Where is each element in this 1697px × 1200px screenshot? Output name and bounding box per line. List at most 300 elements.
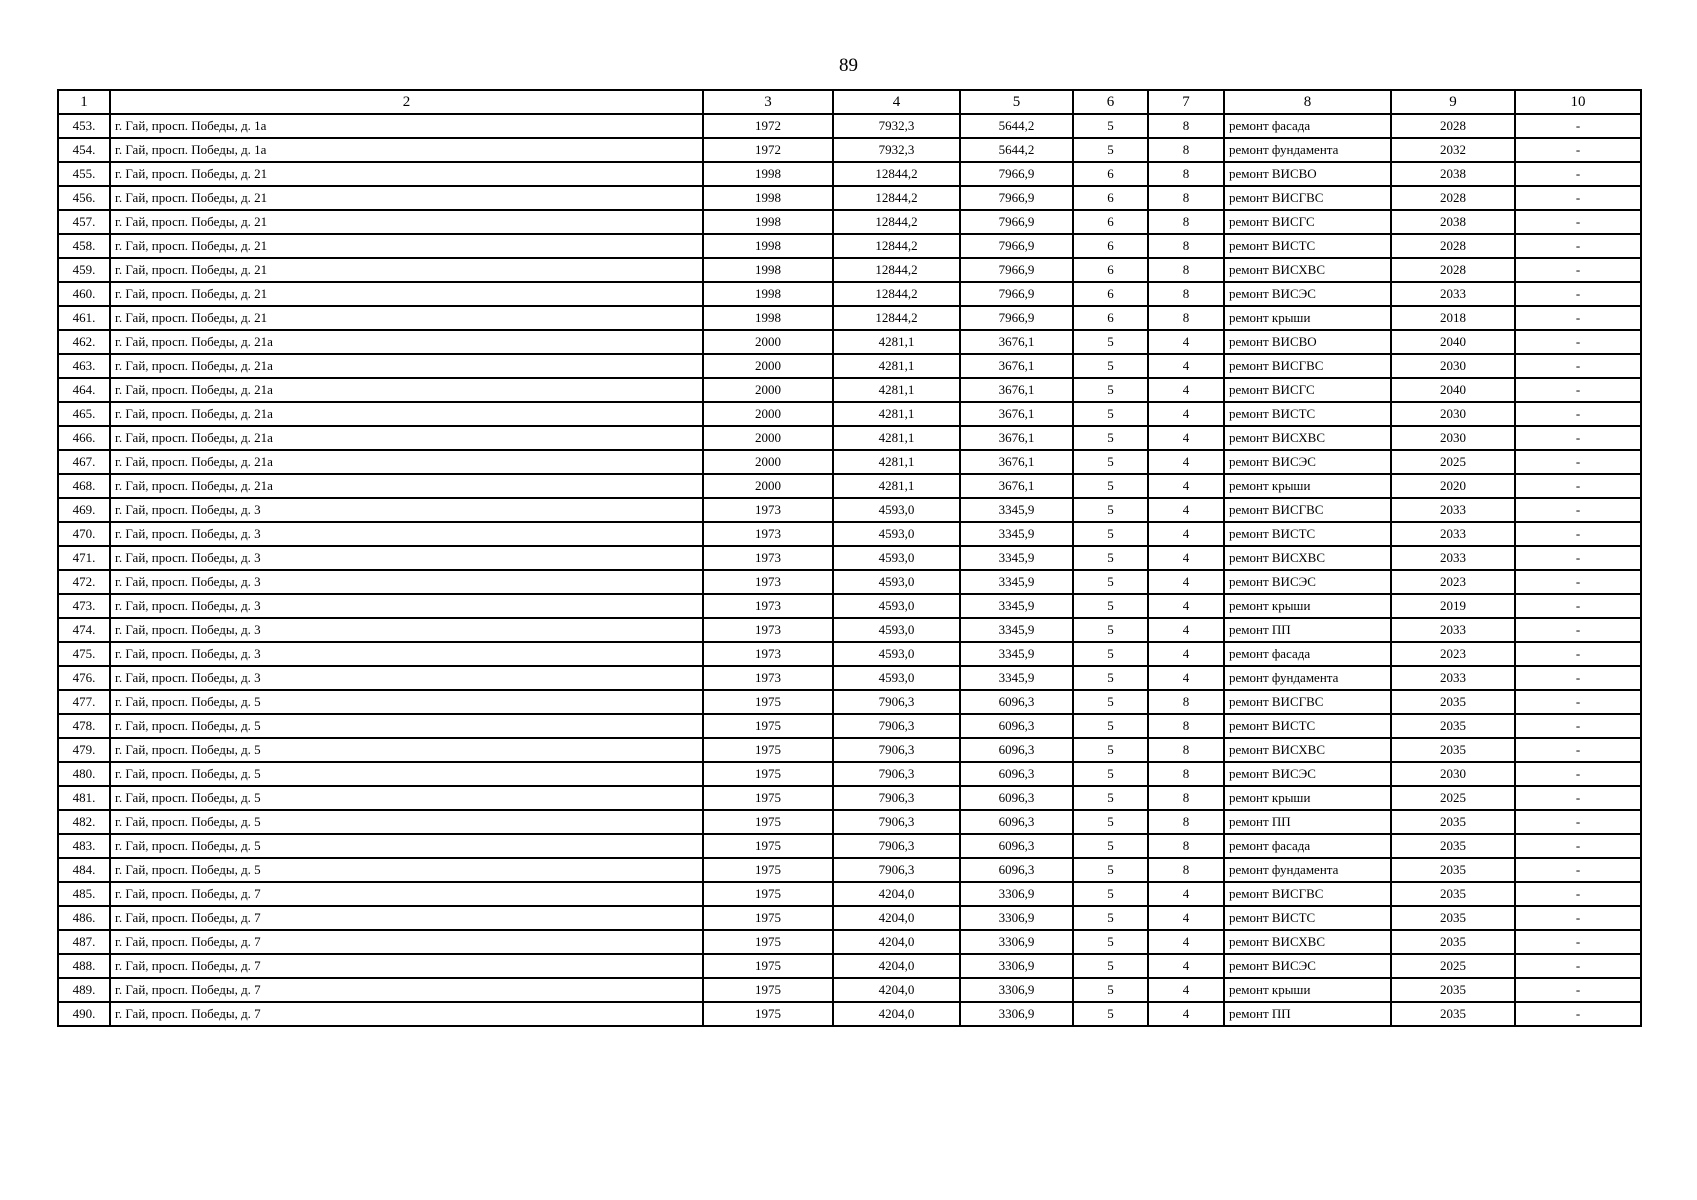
row-number-cell: 460. bbox=[58, 282, 110, 306]
planned-year-cell: 2019 bbox=[1391, 594, 1515, 618]
table-row bbox=[58, 210, 1641, 234]
table-row bbox=[58, 426, 1641, 450]
year-built-cell: 1975 bbox=[703, 762, 833, 786]
address-cell: г. Гай, просп. Победы, д. 5 bbox=[110, 858, 703, 882]
table-row bbox=[58, 786, 1641, 810]
work-type-cell: ремонт ВИСГВС bbox=[1224, 690, 1391, 714]
note-cell: - bbox=[1515, 1002, 1641, 1026]
total-area-cell: 4593,0 bbox=[833, 498, 960, 522]
total-area-cell: 7906,3 bbox=[833, 762, 960, 786]
floors-cell: 5 bbox=[1073, 642, 1148, 666]
floors-cell: 5 bbox=[1073, 762, 1148, 786]
work-type-cell: ремонт ВИСХВС bbox=[1224, 738, 1391, 762]
row-number-cell: 489. bbox=[58, 978, 110, 1002]
year-built-cell: 1973 bbox=[703, 666, 833, 690]
row-number-cell: 464. bbox=[58, 378, 110, 402]
total-area-cell: 7906,3 bbox=[833, 786, 960, 810]
row-number-cell: 470. bbox=[58, 522, 110, 546]
floors-cell: 5 bbox=[1073, 354, 1148, 378]
table-row bbox=[58, 978, 1641, 1002]
planned-year-cell: 2025 bbox=[1391, 450, 1515, 474]
living-area-cell: 7966,9 bbox=[960, 306, 1073, 330]
work-type-cell: ремонт ВИСТС bbox=[1224, 234, 1391, 258]
table-row bbox=[58, 594, 1641, 618]
planned-year-cell: 2025 bbox=[1391, 954, 1515, 978]
row-number-cell: 462. bbox=[58, 330, 110, 354]
total-area-cell: 4593,0 bbox=[833, 522, 960, 546]
table-row bbox=[58, 714, 1641, 738]
floors-cell: 5 bbox=[1073, 906, 1148, 930]
row-number-cell: 466. bbox=[58, 426, 110, 450]
total-area-cell: 4281,1 bbox=[833, 330, 960, 354]
work-type-cell: ремонт ВИСГС bbox=[1224, 210, 1391, 234]
entrances-cell: 4 bbox=[1148, 618, 1224, 642]
table-row bbox=[58, 738, 1641, 762]
year-built-cell: 1973 bbox=[703, 570, 833, 594]
work-type-cell: ремонт ВИСХВС bbox=[1224, 258, 1391, 282]
row-number-cell: 477. bbox=[58, 690, 110, 714]
entrances-cell: 4 bbox=[1148, 522, 1224, 546]
column-header: 10 bbox=[1515, 90, 1641, 114]
entrances-cell: 8 bbox=[1148, 738, 1224, 762]
planned-year-cell: 2033 bbox=[1391, 498, 1515, 522]
total-area-cell: 4204,0 bbox=[833, 1002, 960, 1026]
work-type-cell: ремонт крыши bbox=[1224, 786, 1391, 810]
floors-cell: 5 bbox=[1073, 138, 1148, 162]
floors-cell: 6 bbox=[1073, 282, 1148, 306]
table-row bbox=[58, 690, 1641, 714]
row-number-cell: 459. bbox=[58, 258, 110, 282]
year-built-cell: 1975 bbox=[703, 714, 833, 738]
living-area-cell: 3676,1 bbox=[960, 354, 1073, 378]
address-cell: г. Гай, просп. Победы, д. 21а bbox=[110, 474, 703, 498]
address-cell: г. Гай, просп. Победы, д. 5 bbox=[110, 714, 703, 738]
entrances-cell: 8 bbox=[1148, 282, 1224, 306]
work-type-cell: ремонт ВИСТС bbox=[1224, 522, 1391, 546]
year-built-cell: 2000 bbox=[703, 330, 833, 354]
living-area-cell: 7966,9 bbox=[960, 162, 1073, 186]
address-cell: г. Гай, просп. Победы, д. 21а bbox=[110, 450, 703, 474]
year-built-cell: 1975 bbox=[703, 810, 833, 834]
note-cell: - bbox=[1515, 330, 1641, 354]
table-row bbox=[58, 570, 1641, 594]
note-cell: - bbox=[1515, 402, 1641, 426]
row-number-cell: 476. bbox=[58, 666, 110, 690]
note-cell: - bbox=[1515, 378, 1641, 402]
year-built-cell: 1998 bbox=[703, 282, 833, 306]
living-area-cell: 7966,9 bbox=[960, 258, 1073, 282]
row-number-cell: 458. bbox=[58, 234, 110, 258]
floors-cell: 5 bbox=[1073, 450, 1148, 474]
floors-cell: 5 bbox=[1073, 882, 1148, 906]
work-type-cell: ремонт ВИСВО bbox=[1224, 162, 1391, 186]
entrances-cell: 8 bbox=[1148, 210, 1224, 234]
total-area-cell: 4593,0 bbox=[833, 642, 960, 666]
living-area-cell: 3676,1 bbox=[960, 426, 1073, 450]
address-cell: г. Гай, просп. Победы, д. 21а bbox=[110, 378, 703, 402]
total-area-cell: 12844,2 bbox=[833, 282, 960, 306]
repair-schedule-table bbox=[57, 89, 1642, 1027]
floors-cell: 5 bbox=[1073, 594, 1148, 618]
living-area-cell: 3345,9 bbox=[960, 666, 1073, 690]
note-cell: - bbox=[1515, 162, 1641, 186]
table-row bbox=[58, 138, 1641, 162]
year-built-cell: 1998 bbox=[703, 186, 833, 210]
living-area-cell: 6096,3 bbox=[960, 738, 1073, 762]
living-area-cell: 3306,9 bbox=[960, 882, 1073, 906]
address-cell: г. Гай, просп. Победы, д. 3 bbox=[110, 546, 703, 570]
year-built-cell: 1975 bbox=[703, 786, 833, 810]
living-area-cell: 3306,9 bbox=[960, 954, 1073, 978]
floors-cell: 5 bbox=[1073, 114, 1148, 138]
address-cell: г. Гай, просп. Победы, д. 5 bbox=[110, 834, 703, 858]
table-row bbox=[58, 282, 1641, 306]
planned-year-cell: 2038 bbox=[1391, 210, 1515, 234]
total-area-cell: 7906,3 bbox=[833, 834, 960, 858]
note-cell: - bbox=[1515, 522, 1641, 546]
year-built-cell: 1975 bbox=[703, 834, 833, 858]
entrances-cell: 8 bbox=[1148, 162, 1224, 186]
note-cell: - bbox=[1515, 474, 1641, 498]
living-area-cell: 3345,9 bbox=[960, 642, 1073, 666]
note-cell: - bbox=[1515, 810, 1641, 834]
table-row bbox=[58, 906, 1641, 930]
floors-cell: 5 bbox=[1073, 474, 1148, 498]
note-cell: - bbox=[1515, 138, 1641, 162]
year-built-cell: 1973 bbox=[703, 594, 833, 618]
row-number-cell: 487. bbox=[58, 930, 110, 954]
year-built-cell: 1975 bbox=[703, 954, 833, 978]
row-number-cell: 467. bbox=[58, 450, 110, 474]
total-area-cell: 4281,1 bbox=[833, 402, 960, 426]
table-row bbox=[58, 162, 1641, 186]
column-header: 5 bbox=[960, 90, 1073, 114]
entrances-cell: 4 bbox=[1148, 402, 1224, 426]
note-cell: - bbox=[1515, 594, 1641, 618]
address-cell: г. Гай, просп. Победы, д. 7 bbox=[110, 1002, 703, 1026]
year-built-cell: 1973 bbox=[703, 618, 833, 642]
living-area-cell: 7966,9 bbox=[960, 234, 1073, 258]
note-cell: - bbox=[1515, 570, 1641, 594]
note-cell: - bbox=[1515, 426, 1641, 450]
floors-cell: 5 bbox=[1073, 978, 1148, 1002]
floors-cell: 5 bbox=[1073, 426, 1148, 450]
entrances-cell: 8 bbox=[1148, 258, 1224, 282]
entrances-cell: 8 bbox=[1148, 858, 1224, 882]
address-cell: г. Гай, просп. Победы, д. 3 bbox=[110, 666, 703, 690]
note-cell: - bbox=[1515, 882, 1641, 906]
work-type-cell: ремонт крыши bbox=[1224, 306, 1391, 330]
year-built-cell: 1972 bbox=[703, 138, 833, 162]
row-number-cell: 463. bbox=[58, 354, 110, 378]
row-number-cell: 455. bbox=[58, 162, 110, 186]
entrances-cell: 4 bbox=[1148, 546, 1224, 570]
entrances-cell: 4 bbox=[1148, 978, 1224, 1002]
entrances-cell: 4 bbox=[1148, 930, 1224, 954]
note-cell: - bbox=[1515, 234, 1641, 258]
work-type-cell: ремонт ВИСХВС bbox=[1224, 930, 1391, 954]
planned-year-cell: 2038 bbox=[1391, 162, 1515, 186]
note-cell: - bbox=[1515, 282, 1641, 306]
note-cell: - bbox=[1515, 666, 1641, 690]
address-cell: г. Гай, просп. Победы, д. 21а bbox=[110, 402, 703, 426]
row-number-cell: 456. bbox=[58, 186, 110, 210]
table-row bbox=[58, 930, 1641, 954]
row-number-cell: 454. bbox=[58, 138, 110, 162]
floors-cell: 5 bbox=[1073, 1002, 1148, 1026]
work-type-cell: ремонт ВИСВО bbox=[1224, 330, 1391, 354]
table-row bbox=[58, 330, 1641, 354]
work-type-cell: ремонт ВИСЭС bbox=[1224, 282, 1391, 306]
address-cell: г. Гай, просп. Победы, д. 1а bbox=[110, 138, 703, 162]
entrances-cell: 8 bbox=[1148, 234, 1224, 258]
floors-cell: 5 bbox=[1073, 522, 1148, 546]
total-area-cell: 12844,2 bbox=[833, 210, 960, 234]
table-row bbox=[58, 858, 1641, 882]
entrances-cell: 8 bbox=[1148, 138, 1224, 162]
note-cell: - bbox=[1515, 306, 1641, 330]
table-row bbox=[58, 546, 1641, 570]
year-built-cell: 1998 bbox=[703, 306, 833, 330]
floors-cell: 5 bbox=[1073, 618, 1148, 642]
living-area-cell: 3676,1 bbox=[960, 450, 1073, 474]
note-cell: - bbox=[1515, 618, 1641, 642]
address-cell: г. Гай, просп. Победы, д. 21 bbox=[110, 282, 703, 306]
living-area-cell: 6096,3 bbox=[960, 714, 1073, 738]
note-cell: - bbox=[1515, 546, 1641, 570]
table-body bbox=[58, 114, 1641, 1026]
address-cell: г. Гай, просп. Победы, д. 5 bbox=[110, 762, 703, 786]
total-area-cell: 4204,0 bbox=[833, 906, 960, 930]
living-area-cell: 7966,9 bbox=[960, 210, 1073, 234]
year-built-cell: 2000 bbox=[703, 378, 833, 402]
entrances-cell: 4 bbox=[1148, 330, 1224, 354]
floors-cell: 5 bbox=[1073, 330, 1148, 354]
row-number-cell: 488. bbox=[58, 954, 110, 978]
work-type-cell: ремонт ВИСГС bbox=[1224, 378, 1391, 402]
row-number-cell: 469. bbox=[58, 498, 110, 522]
note-cell: - bbox=[1515, 762, 1641, 786]
row-number-cell: 473. bbox=[58, 594, 110, 618]
work-type-cell: ремонт ВИСХВС bbox=[1224, 546, 1391, 570]
planned-year-cell: 2035 bbox=[1391, 690, 1515, 714]
total-area-cell: 4593,0 bbox=[833, 546, 960, 570]
column-header: 6 bbox=[1073, 90, 1148, 114]
planned-year-cell: 2035 bbox=[1391, 906, 1515, 930]
note-cell: - bbox=[1515, 258, 1641, 282]
table-row bbox=[58, 402, 1641, 426]
planned-year-cell: 2035 bbox=[1391, 858, 1515, 882]
entrances-cell: 4 bbox=[1148, 570, 1224, 594]
table-row bbox=[58, 810, 1641, 834]
work-type-cell: ремонт фасада bbox=[1224, 642, 1391, 666]
living-area-cell: 3306,9 bbox=[960, 906, 1073, 930]
address-cell: г. Гай, просп. Победы, д. 5 bbox=[110, 690, 703, 714]
floors-cell: 6 bbox=[1073, 234, 1148, 258]
work-type-cell: ремонт ВИСТС bbox=[1224, 906, 1391, 930]
floors-cell: 5 bbox=[1073, 546, 1148, 570]
planned-year-cell: 2035 bbox=[1391, 1002, 1515, 1026]
living-area-cell: 6096,3 bbox=[960, 762, 1073, 786]
row-number-cell: 490. bbox=[58, 1002, 110, 1026]
year-built-cell: 2000 bbox=[703, 354, 833, 378]
year-built-cell: 1998 bbox=[703, 258, 833, 282]
address-cell: г. Гай, просп. Победы, д. 3 bbox=[110, 618, 703, 642]
year-built-cell: 1998 bbox=[703, 162, 833, 186]
living-area-cell: 3345,9 bbox=[960, 546, 1073, 570]
total-area-cell: 4593,0 bbox=[833, 666, 960, 690]
planned-year-cell: 2033 bbox=[1391, 666, 1515, 690]
planned-year-cell: 2033 bbox=[1391, 282, 1515, 306]
entrances-cell: 4 bbox=[1148, 426, 1224, 450]
work-type-cell: ремонт ВИСХВС bbox=[1224, 426, 1391, 450]
address-cell: г. Гай, просп. Победы, д. 5 bbox=[110, 810, 703, 834]
row-number-cell: 482. bbox=[58, 810, 110, 834]
total-area-cell: 4204,0 bbox=[833, 954, 960, 978]
row-number-cell: 475. bbox=[58, 642, 110, 666]
total-area-cell: 7932,3 bbox=[833, 114, 960, 138]
living-area-cell: 3345,9 bbox=[960, 594, 1073, 618]
work-type-cell: ремонт фундамента bbox=[1224, 666, 1391, 690]
note-cell: - bbox=[1515, 690, 1641, 714]
row-number-cell: 457. bbox=[58, 210, 110, 234]
floors-cell: 5 bbox=[1073, 714, 1148, 738]
address-cell: г. Гай, просп. Победы, д. 3 bbox=[110, 570, 703, 594]
planned-year-cell: 2035 bbox=[1391, 834, 1515, 858]
year-built-cell: 1975 bbox=[703, 690, 833, 714]
entrances-cell: 4 bbox=[1148, 1002, 1224, 1026]
entrances-cell: 8 bbox=[1148, 834, 1224, 858]
living-area-cell: 3306,9 bbox=[960, 1002, 1073, 1026]
address-cell: г. Гай, просп. Победы, д. 21 bbox=[110, 210, 703, 234]
planned-year-cell: 2040 bbox=[1391, 378, 1515, 402]
work-type-cell: ремонт ВИСГВС bbox=[1224, 354, 1391, 378]
address-cell: г. Гай, просп. Победы, д. 5 bbox=[110, 786, 703, 810]
entrances-cell: 8 bbox=[1148, 786, 1224, 810]
floors-cell: 5 bbox=[1073, 810, 1148, 834]
total-area-cell: 7906,3 bbox=[833, 858, 960, 882]
entrances-cell: 8 bbox=[1148, 306, 1224, 330]
table-row bbox=[58, 114, 1641, 138]
floors-cell: 5 bbox=[1073, 738, 1148, 762]
total-area-cell: 7906,3 bbox=[833, 738, 960, 762]
entrances-cell: 4 bbox=[1148, 474, 1224, 498]
living-area-cell: 3345,9 bbox=[960, 498, 1073, 522]
year-built-cell: 1975 bbox=[703, 738, 833, 762]
note-cell: - bbox=[1515, 186, 1641, 210]
address-cell: г. Гай, просп. Победы, д. 21а bbox=[110, 330, 703, 354]
row-number-cell: 478. bbox=[58, 714, 110, 738]
year-built-cell: 1973 bbox=[703, 642, 833, 666]
living-area-cell: 3345,9 bbox=[960, 522, 1073, 546]
planned-year-cell: 2032 bbox=[1391, 138, 1515, 162]
entrances-cell: 4 bbox=[1148, 450, 1224, 474]
year-built-cell: 2000 bbox=[703, 450, 833, 474]
note-cell: - bbox=[1515, 450, 1641, 474]
planned-year-cell: 2030 bbox=[1391, 426, 1515, 450]
living-area-cell: 5644,2 bbox=[960, 114, 1073, 138]
floors-cell: 6 bbox=[1073, 306, 1148, 330]
row-number-cell: 484. bbox=[58, 858, 110, 882]
entrances-cell: 8 bbox=[1148, 186, 1224, 210]
total-area-cell: 12844,2 bbox=[833, 234, 960, 258]
table-row bbox=[58, 498, 1641, 522]
note-cell: - bbox=[1515, 930, 1641, 954]
entrances-cell: 8 bbox=[1148, 810, 1224, 834]
row-number-cell: 461. bbox=[58, 306, 110, 330]
entrances-cell: 4 bbox=[1148, 642, 1224, 666]
living-area-cell: 3676,1 bbox=[960, 474, 1073, 498]
year-built-cell: 1975 bbox=[703, 978, 833, 1002]
table-row bbox=[58, 378, 1641, 402]
floors-cell: 5 bbox=[1073, 498, 1148, 522]
living-area-cell: 3345,9 bbox=[960, 570, 1073, 594]
year-built-cell: 1975 bbox=[703, 858, 833, 882]
work-type-cell: ремонт ВИСЭС bbox=[1224, 762, 1391, 786]
address-cell: г. Гай, просп. Победы, д. 3 bbox=[110, 522, 703, 546]
total-area-cell: 4281,1 bbox=[833, 378, 960, 402]
total-area-cell: 4281,1 bbox=[833, 426, 960, 450]
year-built-cell: 1973 bbox=[703, 546, 833, 570]
work-type-cell: ремонт фундамента bbox=[1224, 138, 1391, 162]
planned-year-cell: 2035 bbox=[1391, 738, 1515, 762]
year-built-cell: 2000 bbox=[703, 402, 833, 426]
planned-year-cell: 2035 bbox=[1391, 810, 1515, 834]
floors-cell: 6 bbox=[1073, 162, 1148, 186]
row-number-cell: 472. bbox=[58, 570, 110, 594]
entrances-cell: 8 bbox=[1148, 690, 1224, 714]
table-row bbox=[58, 666, 1641, 690]
work-type-cell: ремонт ВИСГВС bbox=[1224, 186, 1391, 210]
work-type-cell: ремонт крыши bbox=[1224, 594, 1391, 618]
living-area-cell: 7966,9 bbox=[960, 186, 1073, 210]
address-cell: г. Гай, просп. Победы, д. 7 bbox=[110, 882, 703, 906]
entrances-cell: 4 bbox=[1148, 594, 1224, 618]
planned-year-cell: 2035 bbox=[1391, 882, 1515, 906]
year-built-cell: 1998 bbox=[703, 210, 833, 234]
floors-cell: 6 bbox=[1073, 210, 1148, 234]
table-row bbox=[58, 882, 1641, 906]
work-type-cell: ремонт фасада bbox=[1224, 834, 1391, 858]
note-cell: - bbox=[1515, 354, 1641, 378]
note-cell: - bbox=[1515, 114, 1641, 138]
living-area-cell: 3676,1 bbox=[960, 378, 1073, 402]
table-row bbox=[58, 618, 1641, 642]
total-area-cell: 12844,2 bbox=[833, 258, 960, 282]
floors-cell: 5 bbox=[1073, 858, 1148, 882]
row-number-cell: 479. bbox=[58, 738, 110, 762]
year-built-cell: 2000 bbox=[703, 426, 833, 450]
planned-year-cell: 2028 bbox=[1391, 258, 1515, 282]
column-header: 2 bbox=[110, 90, 703, 114]
floors-cell: 6 bbox=[1073, 258, 1148, 282]
year-built-cell: 1972 bbox=[703, 114, 833, 138]
living-area-cell: 6096,3 bbox=[960, 690, 1073, 714]
address-cell: г. Гай, просп. Победы, д. 21 bbox=[110, 162, 703, 186]
planned-year-cell: 2030 bbox=[1391, 402, 1515, 426]
total-area-cell: 12844,2 bbox=[833, 186, 960, 210]
address-cell: г. Гай, просп. Победы, д. 21 bbox=[110, 186, 703, 210]
address-cell: г. Гай, просп. Победы, д. 21а bbox=[110, 354, 703, 378]
total-area-cell: 12844,2 bbox=[833, 306, 960, 330]
living-area-cell: 3306,9 bbox=[960, 930, 1073, 954]
table-row bbox=[58, 834, 1641, 858]
planned-year-cell: 2033 bbox=[1391, 522, 1515, 546]
table-row bbox=[58, 354, 1641, 378]
address-cell: г. Гай, просп. Победы, д. 1а bbox=[110, 114, 703, 138]
address-cell: г. Гай, просп. Победы, д. 3 bbox=[110, 642, 703, 666]
column-header: 8 bbox=[1224, 90, 1391, 114]
